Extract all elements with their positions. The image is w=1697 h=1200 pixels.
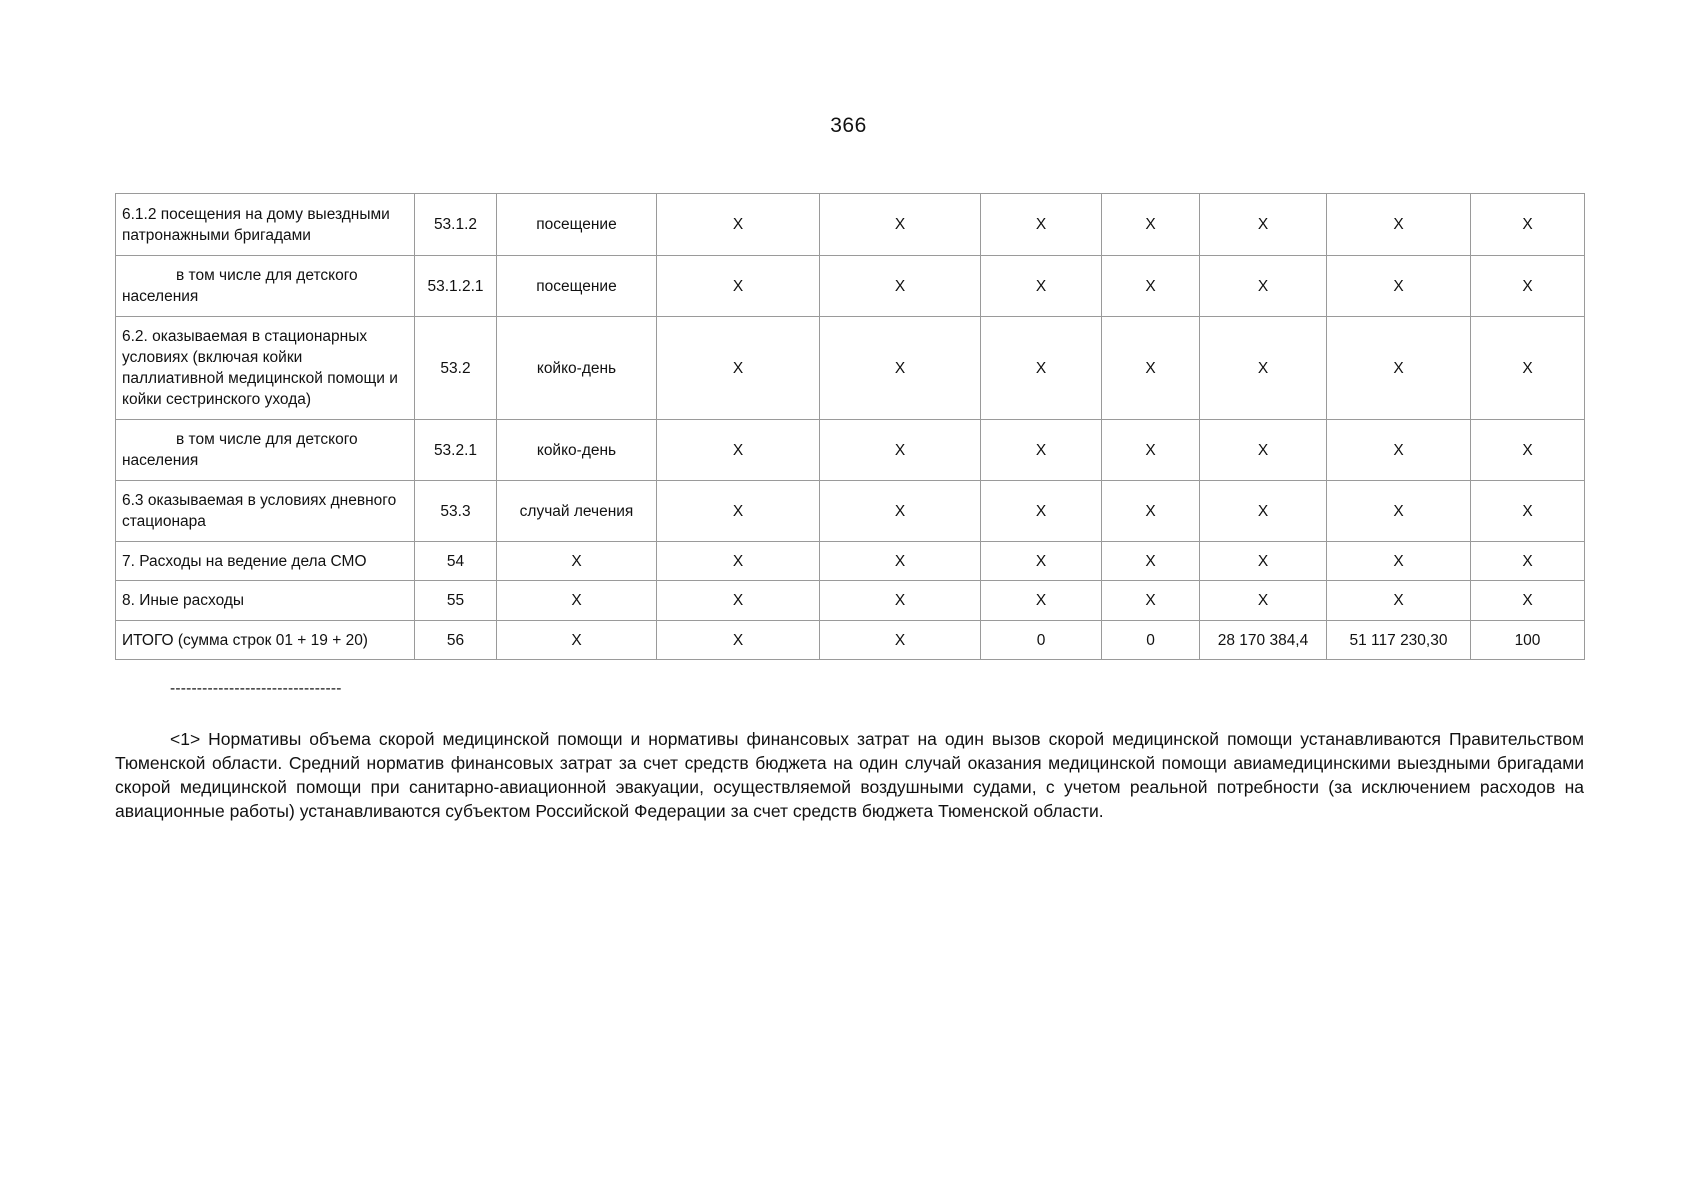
table-row xyxy=(116,420,1585,481)
row-label: 6.1.2 посещения на дому выездными патронажными бригадами xyxy=(116,194,415,256)
table-cell: 0 xyxy=(1102,621,1200,660)
row-unit: случай лечения xyxy=(497,481,657,542)
table-cell: X xyxy=(1102,420,1200,481)
table-row xyxy=(116,542,1585,581)
row-code: 53.2.1 xyxy=(415,420,497,481)
table-cell: X xyxy=(1200,581,1327,621)
table-cell: X xyxy=(657,621,820,660)
table-cell: X xyxy=(657,420,820,481)
table-cell: X xyxy=(1471,542,1585,581)
footnote-text: <1> Нормативы объема скорой медицинской помощи и нормативы финансовых затрат на один вызов скорой медицинской помощи устанавливаются Правительством Тюменской области. Средний норматив финансовых затрат за счет средств бюджета на один случай оказания медицинской помощи авиамедицинскими выездными бригадами скорой медицинской помощи при санитарно-авиационной эвакуации, осуществляемой воздушными судами, с учетом реальной потребности (за исключением расходов на авиационные работы) устанавливаются субъектом Российской Федерации за счет средств бюджета Тюменской области. xyxy=(115,729,1584,821)
row-code: 53.1.2.1 xyxy=(415,256,497,317)
row-unit: X xyxy=(497,621,657,660)
row-code: 53.1.2 xyxy=(415,194,497,256)
table-cell: X xyxy=(657,317,820,420)
table-cell: X xyxy=(657,542,820,581)
table-cell: X xyxy=(1471,317,1585,420)
row-label: 6.3 оказываемая в условиях дневного стационара xyxy=(116,481,415,542)
table-row xyxy=(116,194,1585,256)
table-cell: X xyxy=(820,317,981,420)
table-cell: X xyxy=(820,621,981,660)
table-row xyxy=(116,481,1585,542)
table-cell: X xyxy=(1471,194,1585,256)
row-label: 8. Иные расходы xyxy=(116,581,415,621)
row-unit: X xyxy=(497,542,657,581)
table-cell: X xyxy=(820,542,981,581)
row-label: 6.2. оказываемая в стационарных условиях (включая койки паллиативной медицинской помощи и койки сестринского ухода) xyxy=(116,317,415,420)
row-label: 7. Расходы на ведение дела СМО xyxy=(116,542,415,581)
table-row xyxy=(116,256,1585,317)
table-cell: X xyxy=(1327,256,1471,317)
table-cell: X xyxy=(1102,256,1200,317)
table-cell: X xyxy=(820,256,981,317)
table-row xyxy=(116,621,1585,660)
table-cell: X xyxy=(657,581,820,621)
table-cell: X xyxy=(1200,481,1327,542)
table-cell: X xyxy=(820,581,981,621)
table-cell: X xyxy=(1200,420,1327,481)
row-unit: койко-день xyxy=(497,317,657,420)
table-cell: X xyxy=(820,481,981,542)
table-cell: 100 xyxy=(1471,621,1585,660)
table-cell: X xyxy=(981,420,1102,481)
table-cell: X xyxy=(820,194,981,256)
row-unit: посещение xyxy=(497,194,657,256)
table-cell: X xyxy=(820,420,981,481)
footnote-separator: -------------------------------- xyxy=(170,680,342,697)
table-cell: X xyxy=(1327,420,1471,481)
table-row xyxy=(116,317,1585,420)
table-cell: 51 117 230,30 xyxy=(1327,621,1471,660)
table-cell: X xyxy=(1471,256,1585,317)
table-cell: X xyxy=(981,581,1102,621)
data-table xyxy=(115,193,1585,660)
table-cell: X xyxy=(1471,481,1585,542)
table-cell: X xyxy=(1471,581,1585,621)
row-unit: посещение xyxy=(497,256,657,317)
table-cell: X xyxy=(981,542,1102,581)
table-cell: X xyxy=(1327,542,1471,581)
page-number: 366 xyxy=(830,114,867,137)
row-unit: койко-день xyxy=(497,420,657,481)
table-cell: X xyxy=(657,194,820,256)
table-row xyxy=(116,581,1585,621)
table-cell: X xyxy=(1102,194,1200,256)
row-unit: X xyxy=(497,581,657,621)
table-cell: X xyxy=(981,194,1102,256)
table-cell: X xyxy=(1327,581,1471,621)
table-cell: X xyxy=(981,481,1102,542)
table-cell: X xyxy=(1102,581,1200,621)
row-code: 56 xyxy=(415,621,497,660)
table-cell: X xyxy=(1200,317,1327,420)
table-cell: X xyxy=(1327,481,1471,542)
table-cell: 28 170 384,4 xyxy=(1200,621,1327,660)
table-cell: X xyxy=(1102,317,1200,420)
table-cell: X xyxy=(1200,194,1327,256)
table-cell: X xyxy=(1200,256,1327,317)
table-cell: X xyxy=(657,481,820,542)
row-code: 53.3 xyxy=(415,481,497,542)
table-cell: X xyxy=(1327,317,1471,420)
table-cell: X xyxy=(1102,481,1200,542)
table-cell: X xyxy=(981,256,1102,317)
row-code: 53.2 xyxy=(415,317,497,420)
table-cell: X xyxy=(1471,420,1585,481)
table-cell: 0 xyxy=(981,621,1102,660)
row-code: 55 xyxy=(415,581,497,621)
table-cell: X xyxy=(657,256,820,317)
table-cell: X xyxy=(1200,542,1327,581)
table-cell: X xyxy=(1102,542,1200,581)
row-label: в том числе для детского населения xyxy=(116,256,415,317)
table-cell: X xyxy=(981,317,1102,420)
row-label: в том числе для детского населения xyxy=(116,420,415,481)
row-label: ИТОГО (сумма строк 01 + 19 + 20) xyxy=(116,621,415,660)
row-code: 54 xyxy=(415,542,497,581)
table-cell: X xyxy=(1327,194,1471,256)
